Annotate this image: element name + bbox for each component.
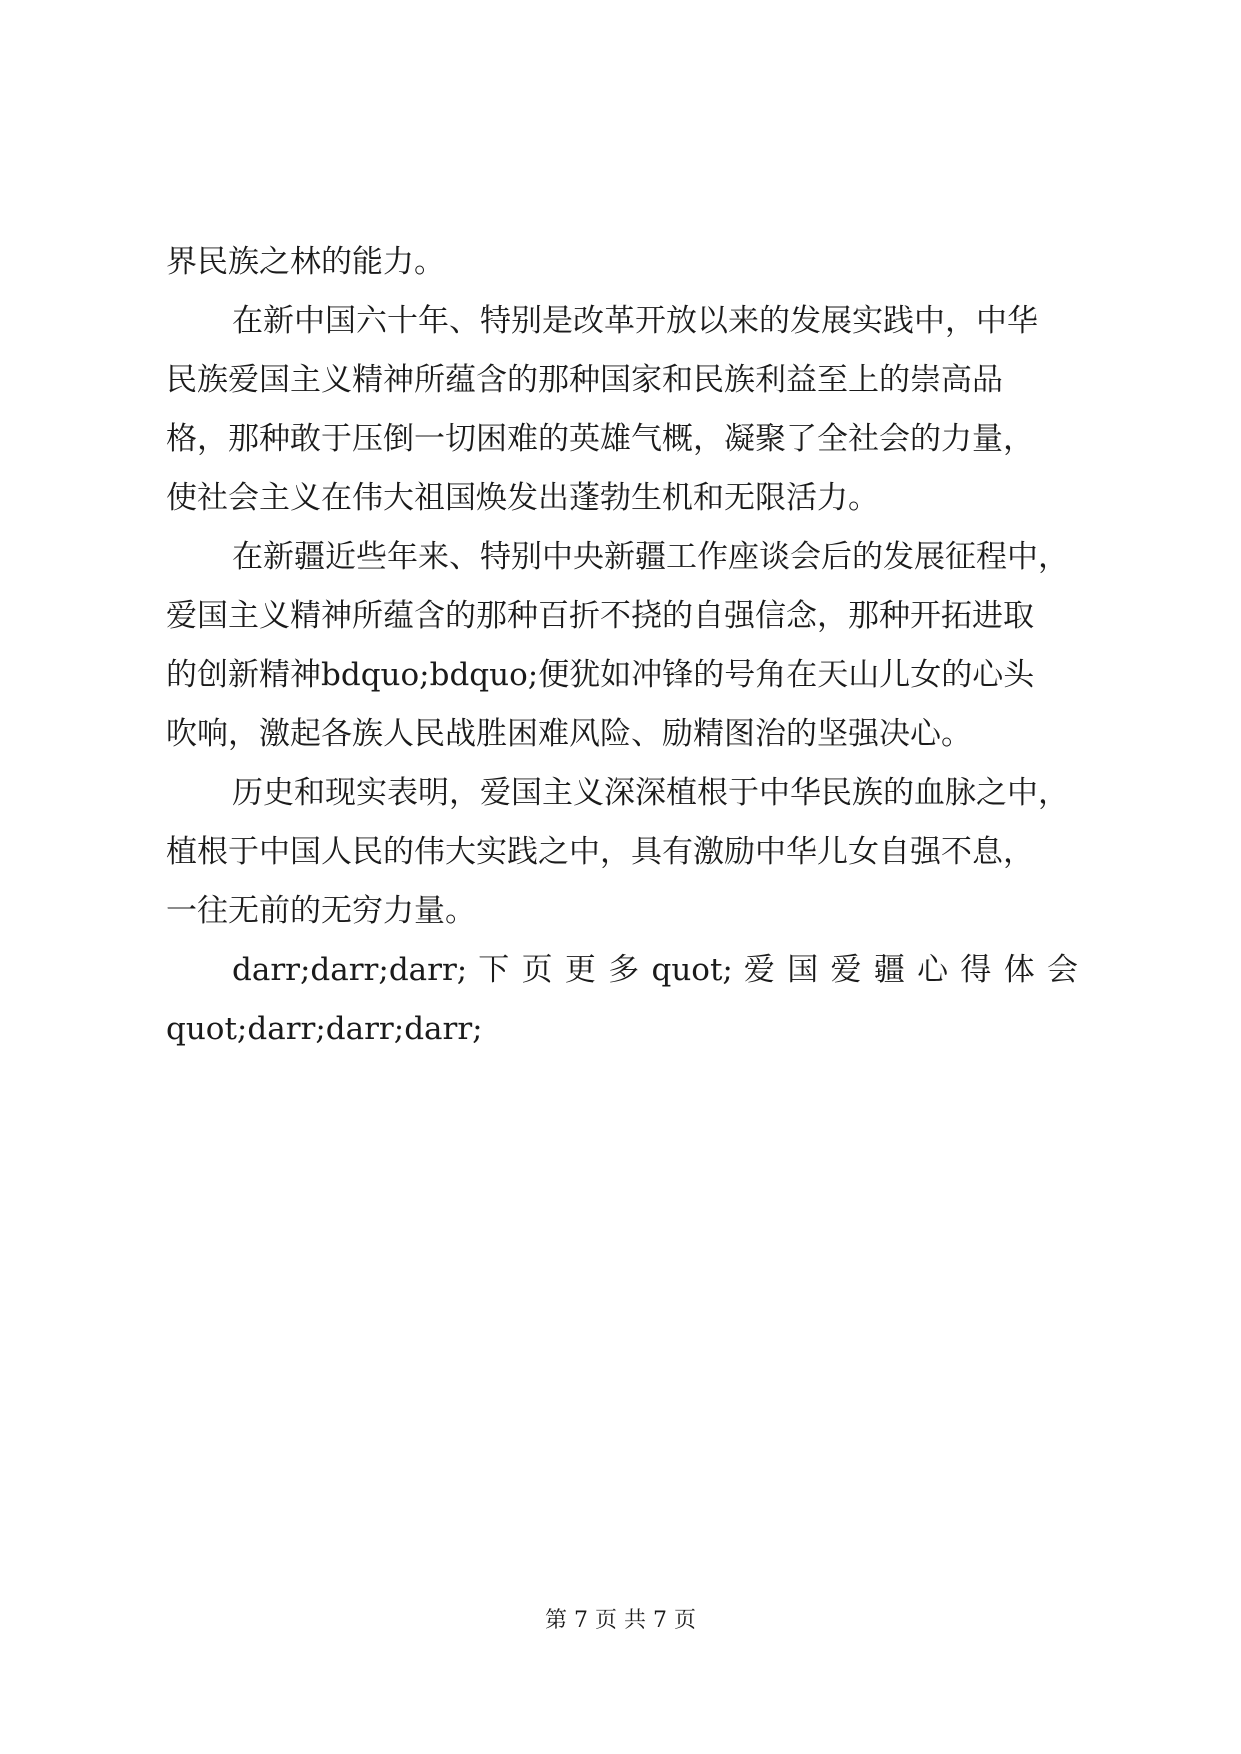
text-line: 界民族之林的能力。 [166,244,445,280]
text-line: 一往无前的无穷力量。 [166,893,476,929]
paragraph-history [166,764,1078,941]
text-line: 植根于中国人民的伟大实践之中，具有激励中华儿女自强不息， [166,834,1034,870]
document-body [166,233,1078,1059]
paragraph-xinjiang [166,528,1078,764]
text-line: darr;darr;darr; 下 页 更 多 quot; 爱 国 爱 疆 心 得 体 会 [232,952,1078,988]
text-line: 历史和现实表明，爱国主义深深植根于中华民族的血脉之中， [232,775,1069,811]
text-line: 的创新精神bdquo;bdquo;便犹如冲锋的号角在天山儿女的心头 [166,657,1035,693]
page-number-footer: 第 7 页 共 7 页 [545,1608,696,1633]
text-line: 使社会主义在伟大祖国焕发出蓬勃生机和无限活力。 [166,480,879,516]
text-line: 吹响，激起各族人民战胜困难风险、励精图治的坚强决心。 [166,716,972,752]
text-line: 格，那种敢于压倒一切困难的英雄气概，凝聚了全社会的力量， [166,421,1034,457]
text-line: quot;darr;darr;darr; [166,1011,483,1047]
paragraph-continuation [166,233,1078,292]
text-line: 民族爱国主义精神所蕴含的那种国家和民族利益至上的崇高品 [166,362,1003,398]
text-line: 在新中国六十年、特别是改革开放以来的发展实践中，中华 [232,303,1038,339]
text-line: 爱国主义精神所蕴含的那种百折不挠的自强信念，那种开拓进取 [166,598,1034,634]
paragraph-development-practice [166,292,1078,528]
text-line: 在新疆近些年来、特别中央新疆工作座谈会后的发展征程中， [232,539,1069,575]
paragraph-next-page-note [166,941,1078,1059]
